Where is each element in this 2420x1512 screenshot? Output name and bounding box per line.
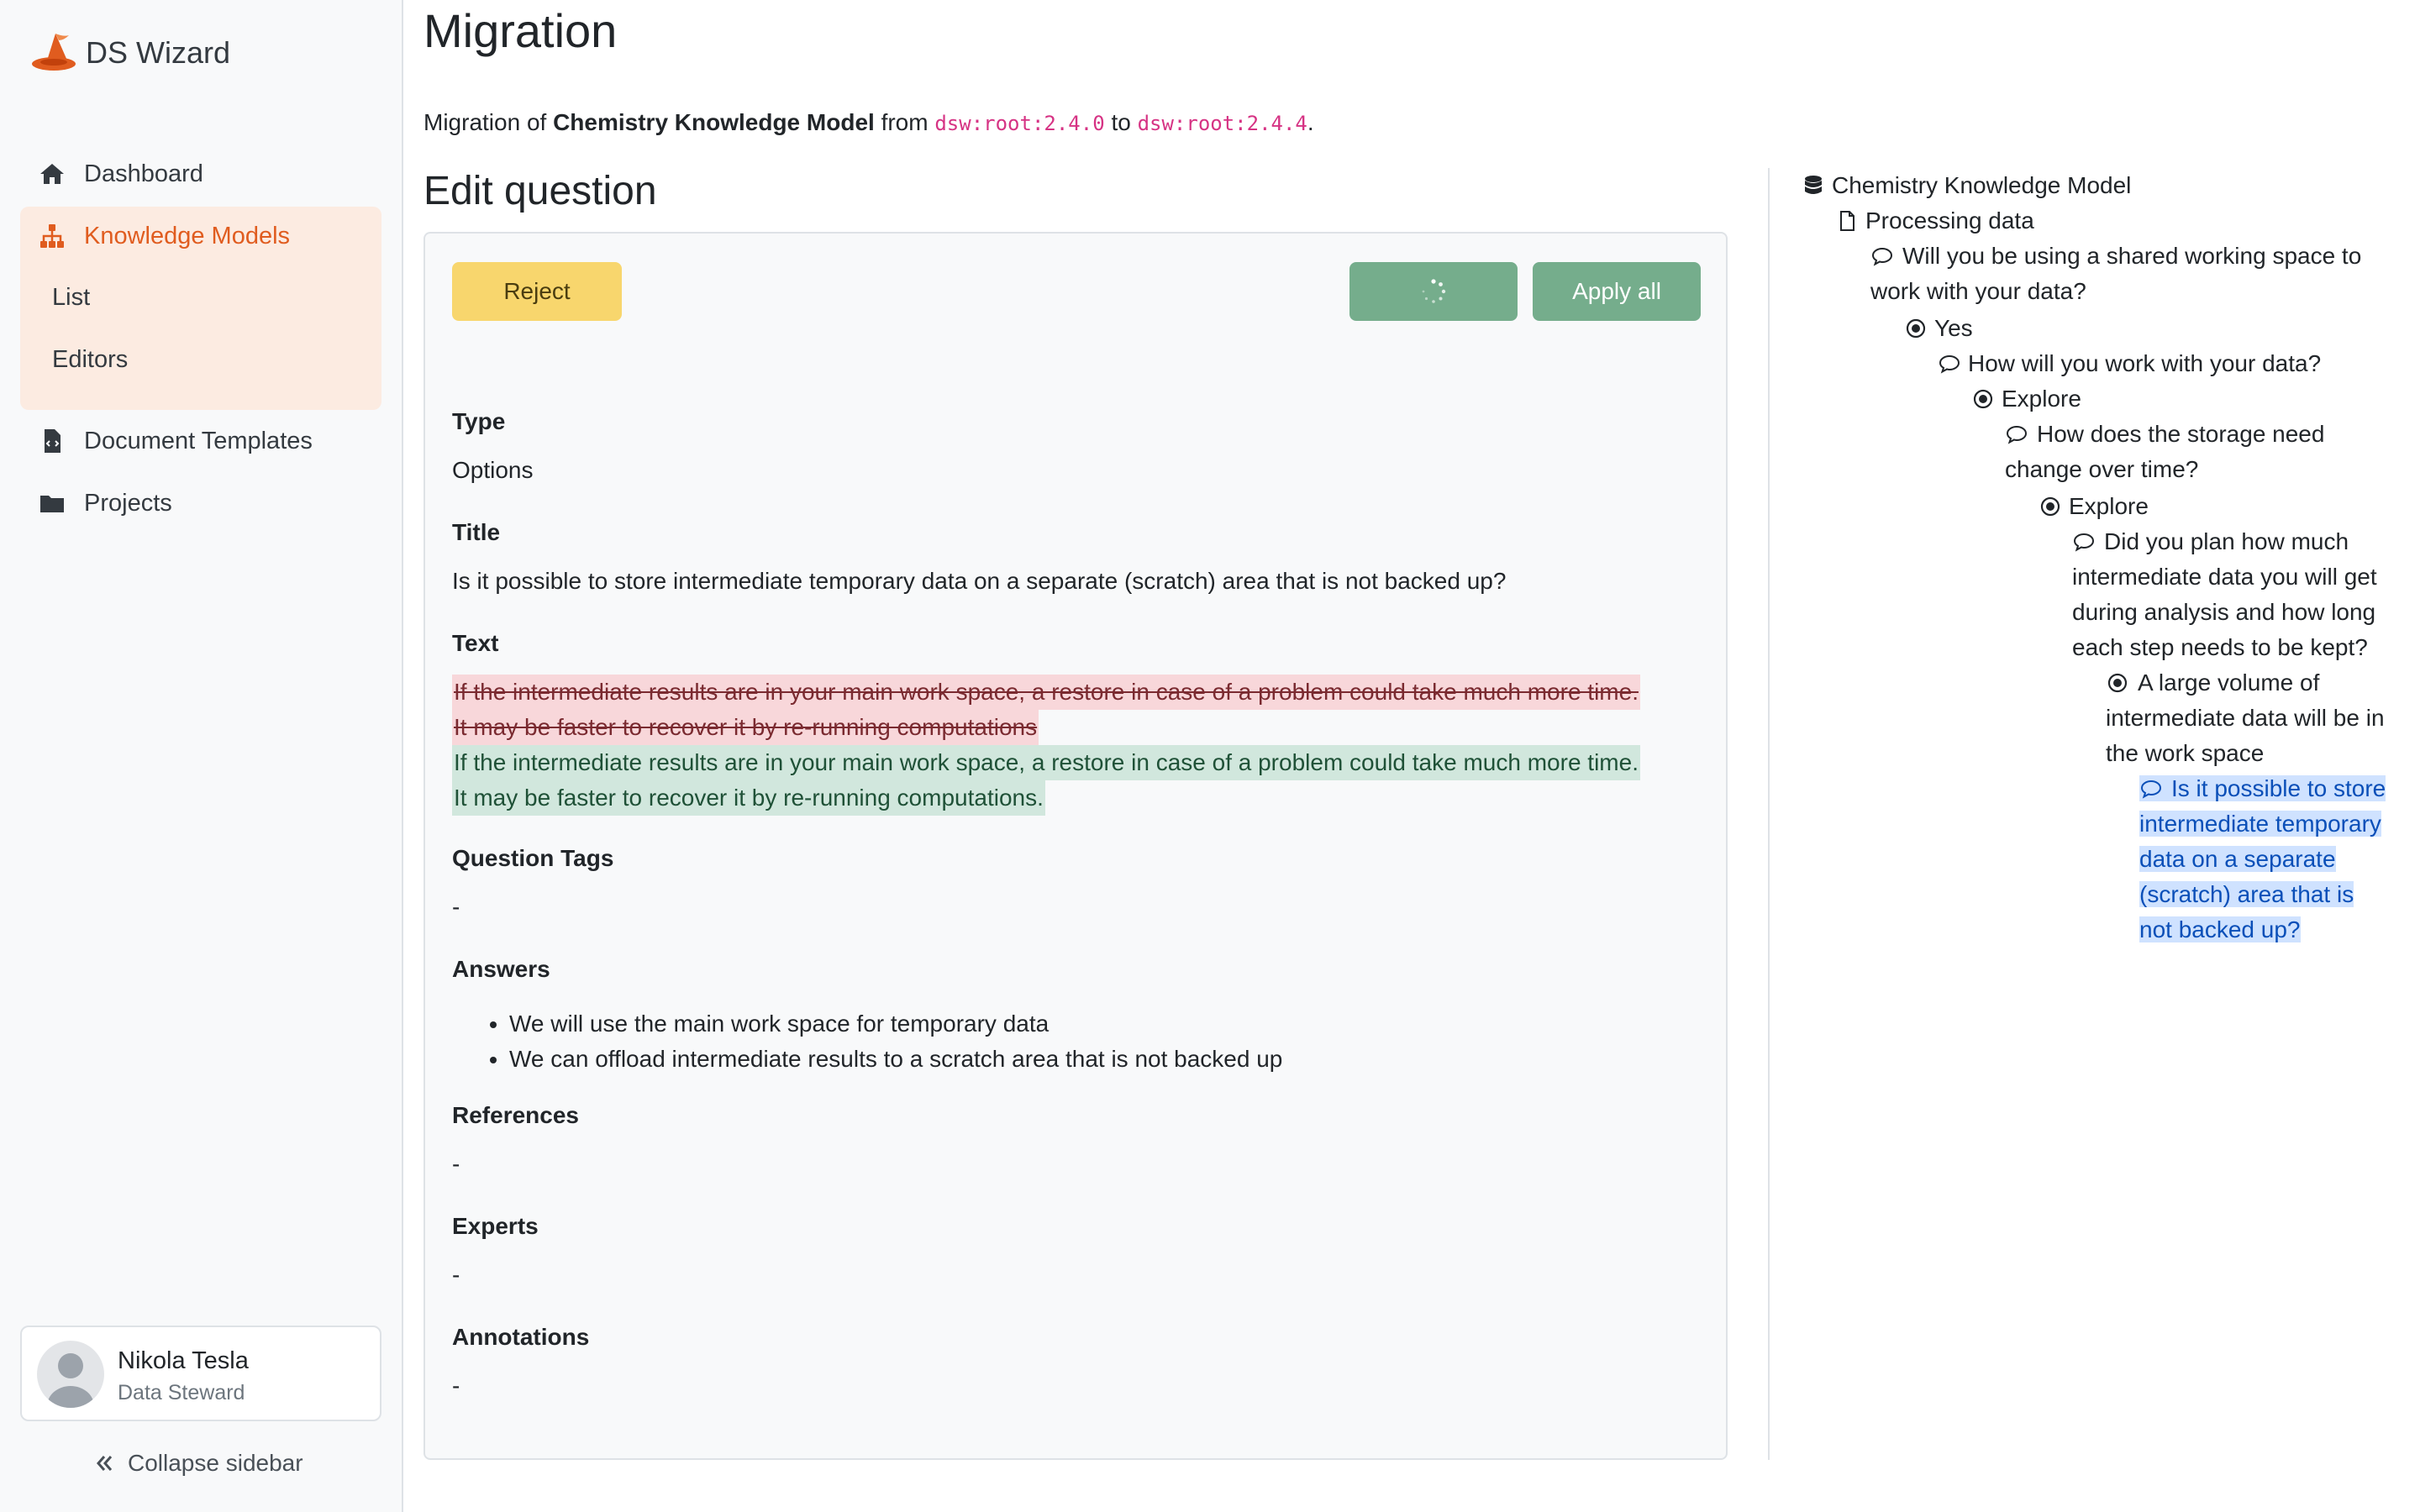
nav-projects-label: Projects [84,489,172,517]
tree-node-label: the work space [2106,740,2265,766]
annotations-label: Annotations [452,1324,590,1350]
nav-projects[interactable] [20,475,381,531]
nav-km-editors[interactable]: Editors [52,345,129,373]
sidebar [0,0,403,1512]
tree-node-label: intermediate temporary [2139,811,2381,837]
tree-node-question[interactable] [2005,417,2408,487]
comment-icon [2005,423,2028,446]
avatar [37,1341,104,1408]
tree-node-question-selected[interactable] [2139,771,2417,948]
page-title: Migration [424,4,618,57]
nav-km-list[interactable]: List [52,283,91,311]
tree-node-answer[interactable] [1904,311,1973,346]
migration-to-id: dsw:root:2.4.4 [1137,112,1307,135]
answers-label: Answers [452,956,550,982]
question-tags-label: Question Tags [452,845,614,871]
brand-name: DS Wizard [86,35,231,70]
tree-node-label: Is it possible to store [2139,775,2386,801]
database-icon [1802,174,1825,197]
nav-knowledge-models[interactable] [20,208,381,264]
apply-button-loading[interactable] [1349,262,1518,321]
experts-label: Experts [452,1213,539,1239]
comment-icon [2139,777,2163,801]
migration-km-name: Chemistry Knowledge Model [553,109,875,135]
tree-node-label: intermediate data you will get [2072,564,2377,590]
tree-node-label: Did you plan how much [2104,528,2349,554]
comment-icon [1938,352,1961,375]
text-removed-line: If the intermediate results are in your main work space, a restore in case of a problem could take much more time. [452,675,1640,710]
references-label: References [452,1102,579,1128]
tree-node-answer[interactable] [2106,665,2417,771]
wizard-hat-icon [30,32,77,74]
title-value: Is it possible to store intermediate temporary data on a separate (scratch) area that is not backed up? [452,568,1507,594]
tree-node-answer[interactable] [1971,381,2081,417]
nav-document-templates[interactable] [20,413,381,469]
text-label: Text [452,630,499,656]
title-label: Title [452,519,501,545]
brand-logo[interactable] [30,32,230,74]
double-chevron-left-icon [92,1452,116,1475]
type-label: Type [452,408,506,434]
radio-dot-icon [1971,387,1995,411]
tree-node-label: How will you work with your data? [1968,350,2322,376]
user-profile[interactable] [20,1326,381,1421]
radio-dot-icon [1904,317,1928,340]
tree-node-question[interactable] [2072,524,2417,665]
nav-document-templates-label: Document Templates [84,427,313,454]
tree-node-label: A large volume of [2138,669,2320,696]
user-name: Nikola Tesla [118,1347,249,1374]
experts-value: - [452,1262,460,1288]
list-item: • We will use the main work space for temporary data [509,1006,1282,1042]
tree-node-label: Chemistry Knowledge Model [1832,172,2132,198]
nav-dashboard[interactable] [20,146,381,202]
text-added-line: It may be faster to recover it by re-running computations. [452,780,1045,816]
tree-node-label: Explore [2002,386,2081,412]
home-icon [39,160,66,187]
migration-suffix: . [1307,109,1314,135]
nav-dashboard-label: Dashboard [84,160,203,187]
tree-node-label: (scratch) area that is [2139,881,2354,907]
answers-list [479,1006,1282,1077]
user-role: Data Steward [118,1381,245,1404]
file-icon [1835,209,1859,233]
radio-dot-icon [2106,671,2129,695]
question-tags-value: - [452,894,460,920]
tree-node-km[interactable] [1802,168,2131,203]
tree-node-label: intermediate data will be in [2106,705,2385,731]
migration-description [424,109,1314,136]
list-item: • We can offload intermediate results to a scratch area that is not backed up [509,1042,1282,1077]
tree-node-answer[interactable] [2039,489,2149,524]
migration-to-word: to [1111,109,1131,135]
tree-node-question[interactable] [1870,239,2408,309]
tree-node-label: data on a separate [2139,846,2336,872]
tree-node-label: during analysis and how long [2072,599,2376,625]
tree-node-label: Yes [1934,315,1973,341]
folder-icon [39,490,66,517]
tree-node-question[interactable] [1938,346,2321,381]
collapse-sidebar-button[interactable] [92,1450,303,1477]
annotations-value: - [452,1373,460,1399]
nav-knowledge-models-label: Knowledge Models [84,222,291,249]
tree-node-label: each step needs to be kept? [2072,634,2368,660]
sitemap-icon [39,223,66,249]
reject-button[interactable]: Reject [452,262,622,321]
tree-node-label: change over time? [2005,456,2199,482]
comment-icon [2072,530,2096,554]
migration-card [424,232,1728,1460]
text-removed-line: It may be faster to recover it by re-running computations [452,710,1039,745]
tree-node-label: not backed up? [2139,916,2301,942]
apply-all-button[interactable]: Apply all [1533,262,1701,321]
tree-divider [1768,168,1770,1460]
migration-prefix: Migration of [424,109,547,135]
comment-icon [1870,244,1894,268]
migration-from-id: dsw:root:2.4.0 [934,112,1105,135]
tree-node-label: Will you be using a shared working space to [1902,243,2362,269]
tree-node-label: Processing data [1865,207,2034,234]
tree-node-chapter[interactable] [1835,203,2034,239]
radio-dot-icon [2039,495,2062,518]
section-title: Edit question [424,169,657,213]
tree-node-label: How does the storage need [2037,421,2325,447]
collapse-sidebar-label: Collapse sidebar [128,1450,303,1476]
text-added-line: If the intermediate results are in your main work space, a restore in case of a problem could take much more time. [452,745,1640,780]
tree-node-label: Explore [2069,493,2149,519]
file-code-icon [39,428,66,454]
references-value: - [452,1151,460,1177]
type-value: Options [452,457,534,483]
migration-from-word: from [881,109,929,135]
tree-node-label: work with your data? [1870,278,2086,304]
loading-spinner-icon [1420,278,1447,305]
